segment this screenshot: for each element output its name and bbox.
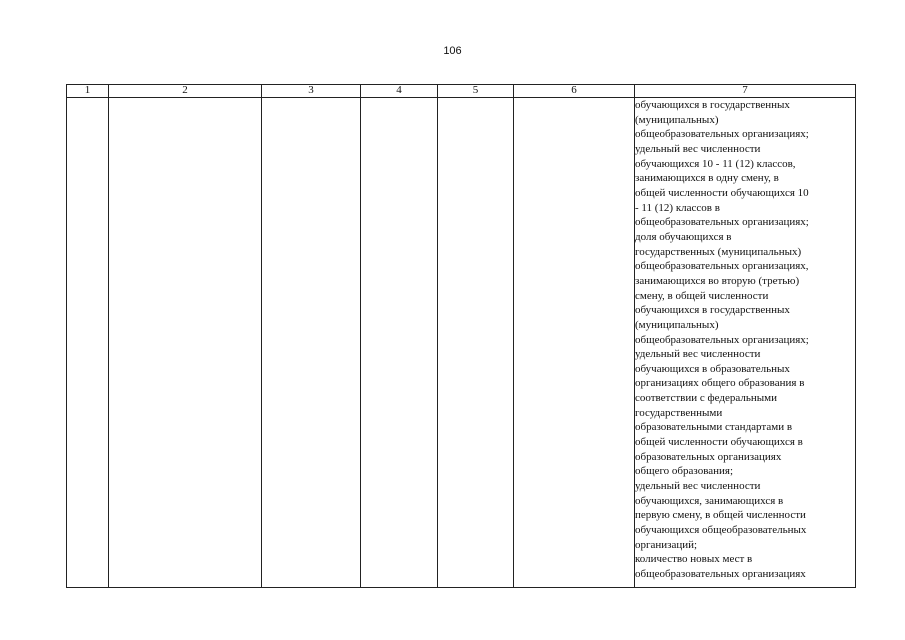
- cell-text-line: (муниципальных): [635, 318, 719, 331]
- cell-text-line: обучающихся в государственных: [635, 99, 790, 111]
- page-number: 106: [443, 45, 462, 57]
- cell-text-line: государственными: [635, 406, 723, 419]
- cell-text-line: общей численности обучающихся 10: [635, 186, 809, 199]
- cell-text-line: удельный вес численности: [635, 348, 761, 361]
- cell-text-line: количество новых мест в: [635, 553, 753, 566]
- cell-text-line: удельный вес численности: [635, 480, 761, 493]
- cell-col-2: [109, 98, 262, 588]
- cell-text-line: общего образования;: [635, 465, 734, 478]
- header-row: [67, 85, 856, 98]
- column-header-6: 6: [514, 85, 635, 98]
- cell-text-line: государственных (муниципальных): [635, 245, 802, 258]
- table-row: [67, 98, 856, 588]
- column-header-3: 3: [262, 85, 361, 98]
- cell-text-line: занимающихся в одну смену, в: [635, 172, 779, 185]
- column-header-1: 1: [67, 85, 109, 98]
- cell-text-line: удельный вес численности: [635, 142, 761, 155]
- cell-text-line: соответствии с федеральными: [635, 392, 777, 405]
- cell-text-line: доля обучающихся в: [635, 230, 732, 243]
- cell-col-6: [514, 98, 635, 588]
- cell-text-line: общей численности обучающихся в: [635, 436, 803, 449]
- column-header-5: 5: [438, 85, 514, 98]
- cell-text-line: организациях общего образования в: [635, 377, 805, 390]
- cell-text-line: обучающихся в государственных: [635, 304, 790, 317]
- cell-col-3: [262, 98, 361, 588]
- cell-text-line: занимающихся во вторую (третью): [635, 274, 800, 287]
- cell-text-line: образовательных организациях: [635, 450, 782, 463]
- cell-text-line: общеобразовательных организациях;: [635, 128, 809, 141]
- cell-text-line: (муниципальных): [635, 113, 719, 126]
- cell-text-line: образовательными стандартами в: [635, 421, 793, 434]
- cell-text-line: - 11 (12) классов в: [635, 201, 720, 214]
- cell-text-line: организаций;: [635, 538, 698, 551]
- cell-text-line: смену, в общей численности: [635, 289, 769, 302]
- cell-col-1: [67, 98, 109, 588]
- cell-text-line: общеобразовательных организациях,: [635, 260, 809, 273]
- cell-text-line: общеобразовательных организациях: [635, 568, 806, 580]
- cell-text-line: общеобразовательных организациях;: [635, 216, 809, 229]
- cell-text-line: обучающихся, занимающихся в: [635, 494, 784, 507]
- column-header-4: 4: [361, 85, 438, 98]
- cell-text-line: первую смену, в общей численности: [635, 509, 806, 522]
- document-table: [66, 84, 856, 588]
- cell-col-4: [361, 98, 438, 588]
- cell-col-5: [438, 98, 514, 588]
- cell-text-line: обучающихся общеобразовательных: [635, 524, 807, 537]
- cell-text-line: обучающихся в образовательных: [635, 362, 790, 375]
- cell-text-line: обучающихся 10 - 11 (12) классов,: [635, 157, 796, 170]
- column-header-2: 2: [109, 85, 262, 98]
- column-header-7: 7: [635, 85, 856, 98]
- cell-text-line: общеобразовательных организациях;: [635, 333, 809, 346]
- cell-col-7: [635, 98, 856, 588]
